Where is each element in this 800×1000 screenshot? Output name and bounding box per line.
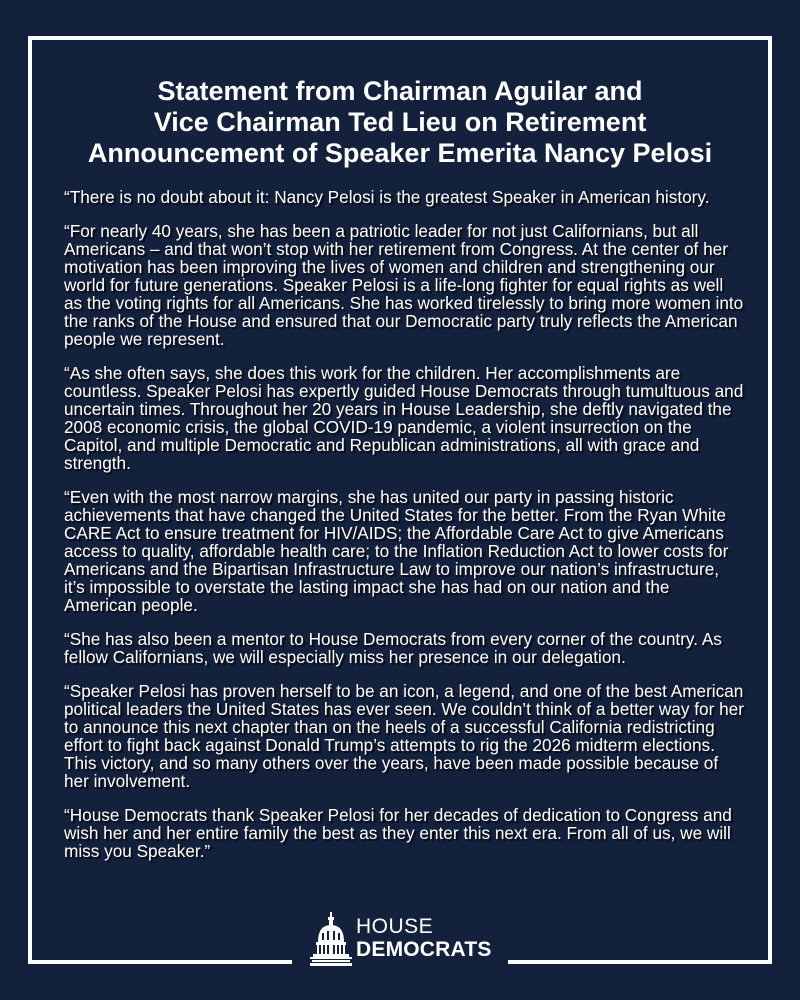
house-democrats-logo — [0, 912, 800, 972]
statement-paragraph: “There is no doubt about it: Nancy Pelosi is the greatest Speaker in American history. — [64, 187, 710, 207]
title-line: Statement from Chairman Aguilar and — [157, 76, 643, 106]
statement-paragraph: “For nearly 40 years, she has been a patriotic leader for not just Californians, but all Americans – and that won’t stop with her retirement from Congress. At the center of her motivation has been improving the lives of women and children and strengthening our world for future generations. Speaker Pelosi is a life-long fighter for equal rights as well as the voting rights for all Americans. She has worked tirelessly to bring more women into the ranks of the House and ensured that our Democratic party truly reflects the American people we represent. — [64, 221, 744, 349]
statement-paragraph: “Even with the most narrow margins, she has united our party in passing historic achievements that have changed the United States for the better. From the Ryan White CARE Act to ensure treatment for HIV/AIDS; the Affordable Care Act to give Americans access to quality, affordable health care; to the Inflation Reduction Act to lower costs for Americans and the Bipartisan Infrastructure Law to improve our nation’s infrastructure, it’s impossible to overstate the lasting impact she has had on our nation and the American people. — [64, 487, 729, 615]
capitol-dome-icon — [310, 912, 352, 966]
title-line: Vice Chairman Ted Lieu on Retirement — [153, 107, 647, 137]
logo-wordmark-democrats: DEMOCRATS — [356, 938, 492, 961]
statement-body — [64, 188, 744, 876]
statement-paragraph: “Speaker Pelosi has proven herself to be an icon, a legend, and one of the best American political leaders the United States has ever seen. We couldn’t think of a better way for her to announce this next chapter than on the heels of a successful California redistricting effort to fight back against Donald Trump’s attempts to rig the 2026 midterm elections. This victory, and so many others over the years, have been made possible because of her involvement. — [64, 681, 744, 791]
title-line: Announcement of Speaker Emerita Nancy Pelosi — [87, 138, 713, 168]
statement-paragraph: “As she often says, she does this work for the children. Her accomplishments are countless. Speaker Pelosi has expertly guided House Democrats through tumultuous and uncertain times. Throughout her 20 years in House Leadership, she deftly navigated the 2008 economic crisis, the global COVID-19 pandemic, a violent insurrection on the Capitol, and multiple Democratic and Republican administrations, all with grace and strength. — [64, 363, 744, 473]
statement-title — [60, 76, 740, 169]
logo-wordmark-house: HOUSE — [356, 915, 434, 938]
statement-paragraph: “House Democrats thank Speaker Pelosi for her decades of dedication to Congress and wish her and her entire family the best as they enter this next era. From all of us, we will miss you Speaker.” — [64, 805, 732, 861]
statement-paragraph: “She has also been a mentor to House Democrats from every corner of the country. As fellow Californians, we will especially miss her presence in our delegation. — [64, 629, 722, 667]
